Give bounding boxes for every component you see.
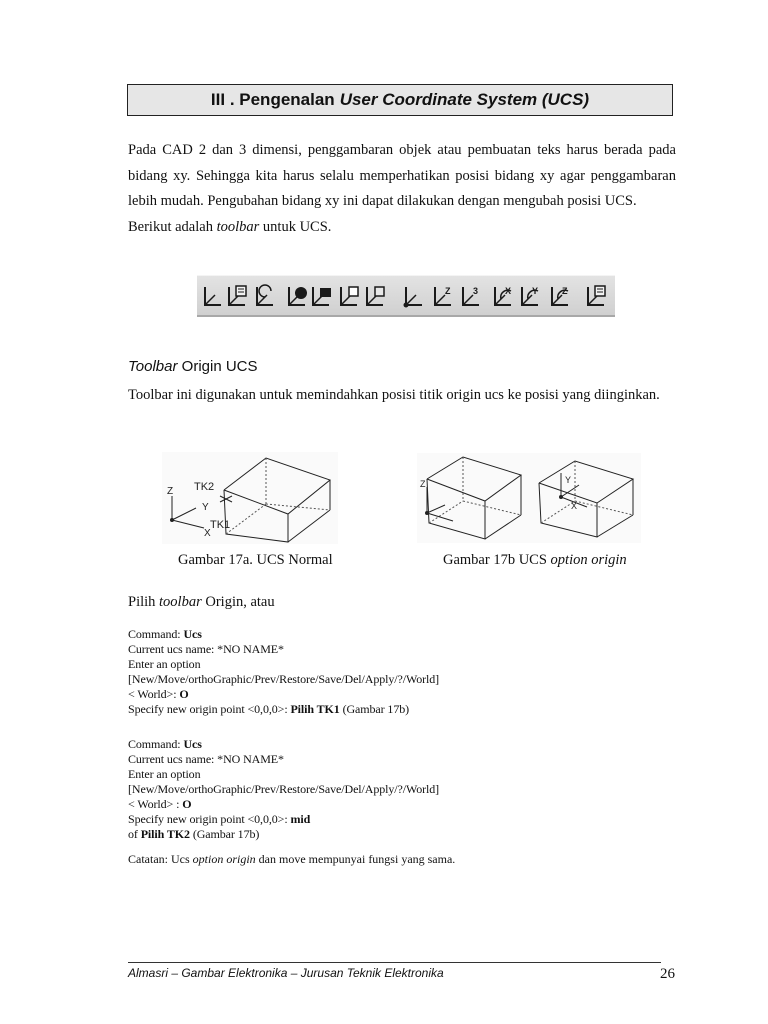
3-point-ucs-icon-label: 3 (473, 286, 479, 296)
y-axis-rotate-ucs-icon-label: Y (532, 286, 539, 296)
cmd2-l6-bold: mid (290, 812, 311, 826)
pilih-post: Origin, atau (205, 594, 275, 610)
cmd2-l1-bold: Ucs (183, 737, 202, 751)
cmd1-l1-pre: Command: (128, 627, 184, 641)
x-axis-rotate-ucs-icon[interactable] (495, 286, 511, 305)
cmd2-line-3: Enter an option (128, 767, 201, 781)
footer-text: Almasri – Gambar Elektronika – Jurusan Teknik Elektronika (128, 966, 444, 980)
cmd1-line-3: Enter an option (128, 657, 201, 671)
cmd2-line-5 (128, 797, 688, 812)
intro-paragraph: Pada CAD 2 dan 3 dimensi, penggambaran objek atau pembuatan teks harus berada pada bidang xy. Sehingga kita harus selalu memperhatikan posisi bidang xy agar penggambaran lebih mudah. Pengubahan bidang xy ini dapat dilakukan dengan mengubah posisi UCS. (128, 142, 676, 209)
fig-a-tk2-label: TK2 (194, 481, 215, 493)
cmd1-line-5 (128, 687, 688, 702)
page-number: 26 (660, 966, 675, 982)
cmd1-l1-bold: Ucs (183, 627, 202, 641)
command-block-1 (128, 627, 688, 717)
apply-ucs-icon[interactable] (588, 286, 605, 305)
fig-b-y-label: Y (565, 475, 572, 485)
toolbar-intro-em: toolbar (216, 218, 260, 235)
cmd2-l1-pre: Command: (128, 737, 184, 751)
ucs-previous-icon[interactable] (257, 285, 273, 305)
toolbar-intro-post: untuk UCS. (262, 218, 332, 235)
toolbar-intro-line (128, 215, 676, 241)
ucs-option-origin-drawing (417, 453, 641, 543)
cmd1-line-4: [New/Move/orthoGraphic/Prev/Restore/Save/Del/Apply/?/World] (128, 672, 440, 686)
cmd2-l5-bold: O (182, 797, 192, 811)
origin-ucs-icon[interactable] (404, 287, 423, 308)
cmd1-l5-bold: O (179, 687, 189, 701)
ucs-toolbar (197, 275, 615, 317)
cmd2-l6-pre: Specify new origin point <0,0,0>: (128, 812, 291, 826)
cmd2-l7-post: (Gambar 17b) (189, 827, 260, 841)
pilih-em: toolbar (159, 594, 202, 610)
face-ucs-icon[interactable] (341, 287, 358, 305)
figure-17a (162, 452, 338, 544)
display-ucs-dialog-icon[interactable] (229, 286, 246, 305)
fig-a-y-label: Y (202, 502, 209, 513)
object-ucs-icon[interactable] (313, 287, 331, 305)
fig-a-z-label: Z (167, 486, 174, 497)
cmd2-l5-pre: < World> : (128, 797, 183, 811)
cmd1-l5-pre: < World>: (128, 687, 180, 701)
section-title-box (127, 84, 673, 116)
3-point-ucs-icon[interactable] (463, 286, 479, 305)
z-axis-rotate-ucs-icon-label: Z (562, 286, 568, 296)
note-post: dan move mempunyai fungsi yang sama. (258, 852, 456, 866)
fig-a-tk1-label: TK1 (210, 519, 231, 531)
origin-section-heading (128, 358, 258, 375)
toolbar-intro-pre: Berikut adalah (128, 218, 213, 235)
cmd2-line-2: Current ucs name: *NO NAME* (128, 752, 284, 766)
cmd2-l7-pre: of (128, 827, 141, 841)
pilih-pre: Pilih (128, 594, 156, 610)
origin-heading-rest: Origin UCS (181, 358, 258, 375)
footer-rule (128, 962, 661, 963)
origin-description (128, 383, 676, 409)
fig-b-x-label: X (571, 501, 578, 511)
z-axis-vector-ucs-icon[interactable] (435, 286, 451, 305)
world-ucs-icon[interactable] (289, 287, 307, 305)
figure-17b-caption-pre: Gambar 17b UCS (443, 552, 547, 568)
view-ucs-icon[interactable] (367, 287, 384, 305)
pilih-toolbar-line (128, 594, 275, 611)
origin-description-text: Toolbar ini digunakan untuk memindahkan posisi titik origin ucs ke posisi yang diinginkan. (128, 387, 660, 403)
cmd1-line-2: Current ucs name: *NO NAME* (128, 642, 284, 656)
ucs-toolbar-icons (197, 276, 615, 316)
x-axis-rotate-ucs-icon-label: X (505, 286, 512, 296)
figure-17a-caption: Gambar 17a. UCS Normal (178, 552, 333, 568)
figure-17b-caption (443, 552, 627, 569)
note-pre: Catatan: Ucs (128, 852, 190, 866)
cmd2-line-4: [New/Move/orthoGraphic/Prev/Restore/Save/Del/Apply/?/World] (128, 782, 440, 796)
section-title-prefix: III . Pengenalan (210, 90, 335, 109)
fig-a-x-label: X (204, 528, 211, 539)
cmd1-line-6 (128, 702, 688, 717)
cmd1-l6-bold: Pilih TK1 (290, 702, 340, 716)
figure-17b-caption-em: option origin (550, 552, 627, 568)
z-axis-vector-ucs-icon-label: Z (445, 286, 451, 296)
note-em: option origin (192, 852, 256, 866)
cmd1-l6-pre: Specify new origin point <0,0,0>: (128, 702, 291, 716)
y-axis-rotate-ucs-icon[interactable] (522, 286, 538, 305)
ucs-normal-drawing (162, 452, 338, 544)
command-block-2 (128, 737, 688, 842)
cmd1-line-1 (128, 627, 688, 642)
origin-heading-em: Toolbar (128, 358, 178, 375)
note-line (128, 852, 455, 867)
z-axis-rotate-ucs-icon[interactable] (552, 286, 568, 305)
cmd2-line-6 (128, 812, 688, 827)
cmd1-l6-post: (Gambar 17b) (339, 702, 410, 716)
section-title-emphasis: User Coordinate System (UCS) (339, 90, 590, 109)
ucs-icon[interactable] (205, 287, 221, 305)
cmd2-line-7 (128, 827, 688, 842)
fig-b-z-label: Z (420, 479, 426, 489)
intro-text (128, 138, 676, 240)
figure-17b (417, 453, 641, 543)
cmd2-line-1 (128, 737, 688, 752)
cmd2-l7-bold: Pilih TK2 (140, 827, 190, 841)
